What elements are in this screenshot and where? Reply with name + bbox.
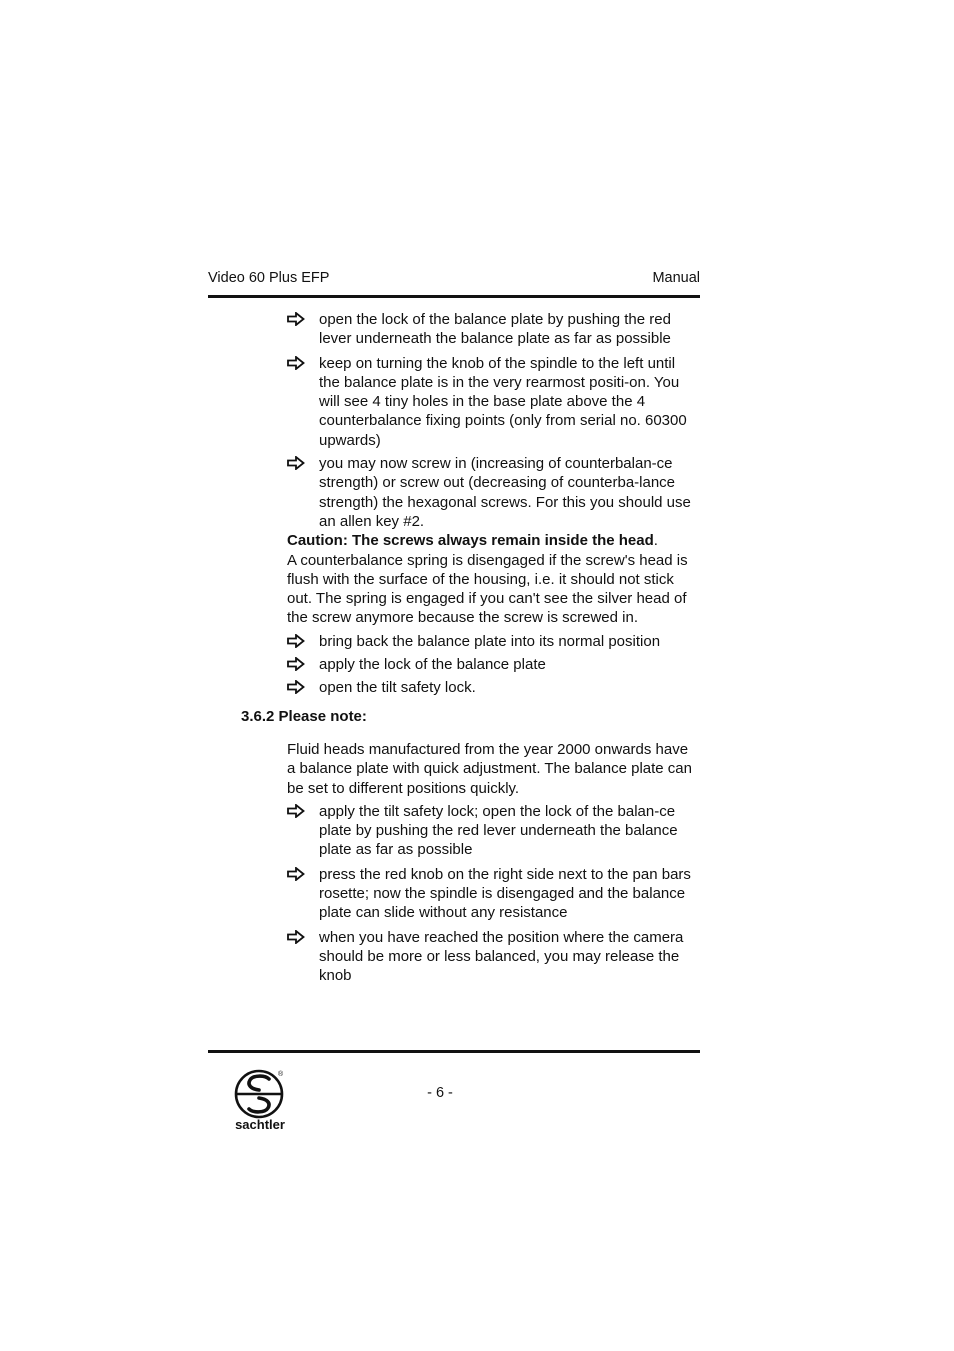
intro-paragraph: Fluid heads manufactured from the year 2000 onwards have a balance plate with quick adjustment. The balance plate can be set to different positions quickly. bbox=[287, 740, 692, 797]
section-heading: 3.6.2 Please note: bbox=[241, 707, 367, 725]
list-item-text: keep on turning the knob of the spindle to the left until the balance plate is in the very rearmost positi-on. You will see 4 tiny holes in the base plate above the 4 counterbalance fixing points (only from serial no. 60300 upwards) bbox=[319, 354, 687, 449]
footer-rule bbox=[208, 1050, 700, 1053]
arrow-right-icon bbox=[287, 657, 305, 671]
list-item-text: when you have reached the position where the camera should be more or less balanced, you may release the knob bbox=[319, 928, 684, 985]
header-doc-type: Manual bbox=[652, 270, 700, 286]
list-item bbox=[287, 354, 700, 450]
caution-text: A counterbalance spring is disengaged if the screw's head is flush with the surface of the housing, i.e. it should not stick out. The spring is engaged if you can't see the silver head of the screw anymore because the screw is screwed in. bbox=[287, 551, 688, 627]
arrow-right-icon bbox=[287, 930, 305, 944]
list-item-text: press the red knob on the right side next to the pan bars rosette; now the spindle is disengaged and the balance plate can slide without any resistance bbox=[319, 865, 691, 922]
caution-paragraph bbox=[287, 531, 700, 627]
list-item-text: apply the lock of the balance plate bbox=[319, 656, 546, 674]
page-number: - 6 - bbox=[427, 1085, 453, 1101]
list-item bbox=[287, 678, 700, 697]
header-title: Video 60 Plus EFP bbox=[208, 270, 330, 286]
arrow-right-icon bbox=[287, 867, 305, 881]
list-item-text: bring back the balance plate into its normal position bbox=[319, 632, 661, 650]
arrow-right-icon bbox=[287, 312, 305, 326]
list-item bbox=[287, 655, 700, 674]
list-item bbox=[287, 865, 700, 923]
arrow-right-icon bbox=[287, 356, 305, 370]
list-item bbox=[287, 802, 700, 860]
main-content bbox=[241, 310, 700, 986]
list-item bbox=[287, 928, 700, 986]
list-item bbox=[287, 310, 700, 349]
list-item bbox=[287, 632, 700, 651]
registered-mark: ® bbox=[278, 1071, 284, 1078]
arrow-right-icon bbox=[287, 680, 305, 694]
list-item-text: apply the tilt safety lock; open the lock of the balan-ce plate by pushing the red lever underneath the balance plate as far as possible bbox=[319, 802, 678, 859]
list-item-text: you may now screw in (increasing of counterbalan-ce strength) or screw out (decreasing of counterba-lance strength) the hexagonal screws. For this you should use an allen key #2. bbox=[319, 455, 691, 530]
caution-heading: Caution: The screws always remain inside the head bbox=[287, 532, 654, 550]
list-item bbox=[287, 454, 700, 531]
list-item-text: open the lock of the balance plate by pushing the red lever underneath the balance plate as far as possible bbox=[319, 311, 671, 348]
header-rule bbox=[208, 295, 700, 298]
arrow-right-icon bbox=[287, 804, 305, 818]
arrow-right-icon bbox=[287, 456, 305, 470]
list-item-text: open the tilt safety lock. bbox=[319, 679, 476, 697]
arrow-right-icon bbox=[287, 634, 305, 648]
logo-wordmark: sachtler bbox=[235, 1117, 285, 1132]
caution-heading-period: . bbox=[653, 532, 658, 550]
